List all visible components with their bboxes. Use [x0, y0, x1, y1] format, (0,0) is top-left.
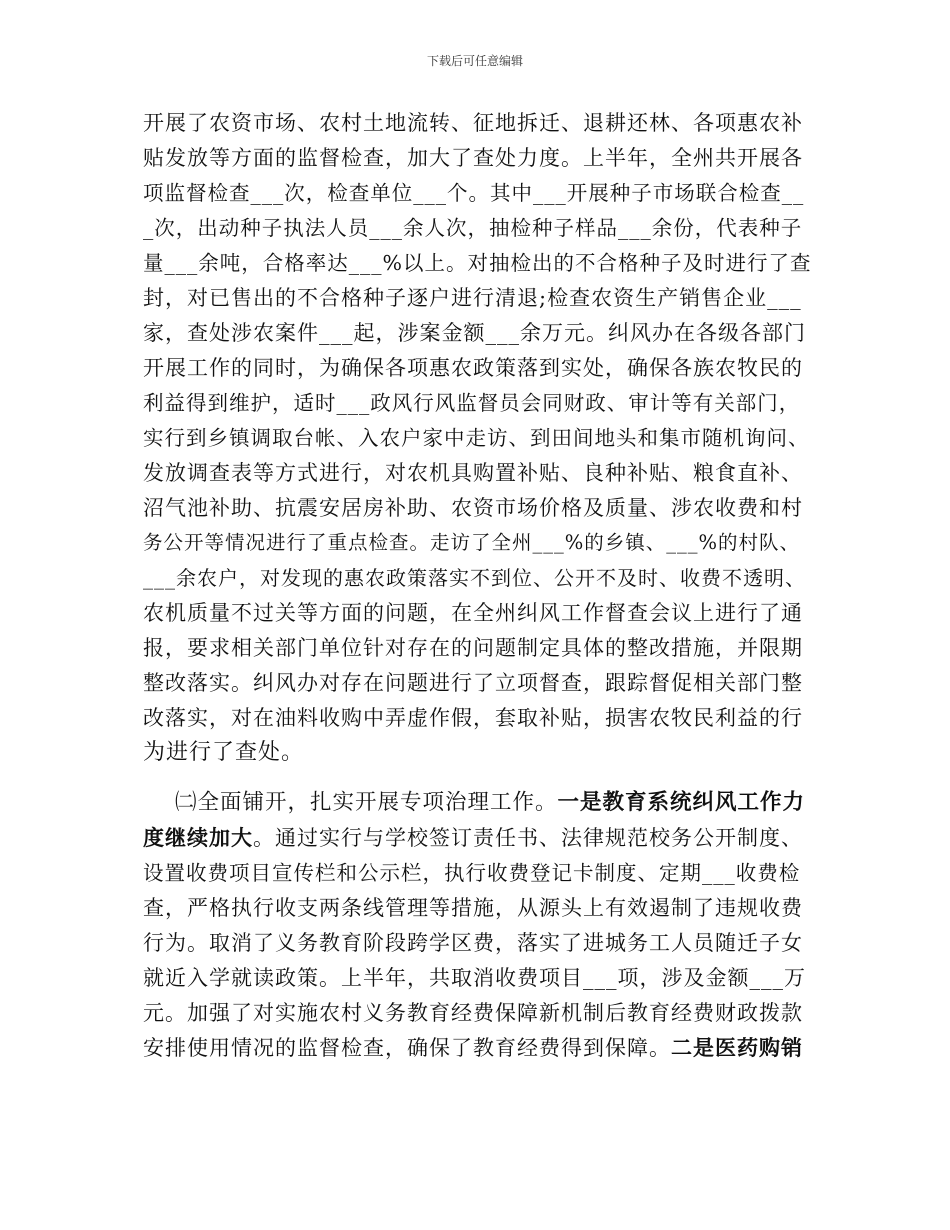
- text-line: [143, 667, 803, 699]
- text-line: [143, 702, 803, 734]
- text-line: [143, 1032, 803, 1064]
- text-line: [143, 212, 802, 244]
- line-text: 开展了农资市场、农村土地流转、征地拆迁、退耕还林、各项惠农补: [143, 111, 803, 135]
- text-line: [143, 282, 802, 314]
- text-line: [143, 247, 811, 279]
- text-line: [143, 927, 803, 959]
- line-text: 行为。取消了义务教育阶段跨学区费，落实了进城务工人员随迁子女: [143, 931, 803, 955]
- text-line: [143, 597, 803, 629]
- bold-heading: 度继续加大: [143, 825, 253, 850]
- text-line: [143, 142, 803, 174]
- line-text: 农机质量不过关等方面的问题，在全州纠风工作督查会议上进行了通: [143, 601, 803, 625]
- line-text: 整改落实。纠风办对存在问题进行了立项督查，跟踪督促相关部门整: [143, 671, 803, 695]
- text-line: [143, 632, 803, 664]
- line-text: ㈡全面铺开，扎实开展专项治理工作。: [175, 790, 558, 815]
- text-line: [143, 822, 803, 854]
- text-line: [143, 892, 803, 924]
- text-line: [143, 317, 806, 349]
- line-text: ___余农户，对发现的惠农政策落实不到位、公开不及时、收费不透明、: [143, 566, 806, 590]
- page-header: 下载后可任意编辑: [426, 54, 523, 68]
- line-text: 封，对已售出的不合格种子逐户进行清退;检查农资生产销售企业___: [143, 286, 802, 310]
- text-line: [143, 737, 304, 769]
- line-text: 项监督检查___次，检查单位___个。其中___开展种子市场联合检查__: [143, 181, 805, 205]
- line-text: 量___余吨，合格率达___%以上。对抽检出的不合格种子及时进行了查: [143, 251, 812, 275]
- text-line: [143, 492, 803, 524]
- text-line: [143, 962, 806, 994]
- text-line: [143, 422, 810, 454]
- line-text: 安排使用情况的监督检查，确保了教育经费得到保障。: [143, 1036, 671, 1060]
- bold-heading: 一是教育系统纠风工作力: [557, 790, 806, 815]
- line-text: 报，要求相关部门单位针对存在的问题制定具体的整改措施，并限期: [143, 636, 803, 660]
- text-line: [143, 527, 800, 559]
- text-line: [143, 457, 803, 489]
- text-line: [143, 562, 806, 594]
- line-text: 沼气池补助、抗震安居房补助、农资市场价格及质量、涉农收费和村: [143, 496, 803, 520]
- line-text: 改落实，对在油料收购中弄虚作假，套取补贴，损害农牧民利益的行: [143, 706, 803, 730]
- line-text: 就近入学就读政策。上半年，共取消收费项目___项，涉及金额___万: [143, 966, 806, 990]
- line-text: 为进行了查处。: [143, 740, 305, 765]
- bold-heading: 二是医药购销: [671, 1035, 803, 1060]
- line-text: 务公开等情况进行了重点检查。走访了全州___%的乡镇、___%的村队、: [143, 531, 801, 554]
- text-line: [143, 107, 803, 139]
- line-text: 设置收费项目宣传栏和公示栏，执行收费登记卡制度、定期___收费检: [143, 861, 801, 885]
- text-line: [143, 387, 800, 419]
- line-text: 查，严格执行收支两条线管理等措施，从源头上有效遏制了违规收费: [143, 896, 803, 920]
- line-text: 实行到乡镇调取台帐、入农户家中走访、到田间地头和集市随机询问、: [143, 426, 810, 450]
- line-text: 利益得到维护，适时___政风行风监督员会同财政、审计等有关部门，: [143, 391, 801, 415]
- text-line: [143, 177, 804, 209]
- line-text: 元。加强了对实施农村义务教育经费保障新机制后教育经费财政拨款: [143, 1001, 803, 1025]
- text-line: [175, 787, 805, 819]
- line-text: 开展工作的同时，为确保各项惠农政策落到实处，确保各族农牧民的: [143, 356, 803, 380]
- text-line: [143, 352, 803, 384]
- line-text: 家，查处涉农案件___起，涉案金额___余万元。纠风办在各级各部门: [143, 321, 806, 345]
- text-line: [143, 997, 803, 1029]
- line-text: 发放调查表等方式进行，对农机具购置补贴、良种补贴、粮食直补、: [143, 461, 803, 485]
- line-text: _次，出动种子执法人员___余人次，抽检种子样品___余份，代表种子: [143, 216, 803, 240]
- text-line: [143, 857, 800, 889]
- line-text: 。通过实行与学校签订责任书、法律规范校务公开制度、: [253, 826, 803, 850]
- line-text: 贴发放等方面的监督检查，加大了查处力度。上半年，全州共开展各: [143, 146, 803, 170]
